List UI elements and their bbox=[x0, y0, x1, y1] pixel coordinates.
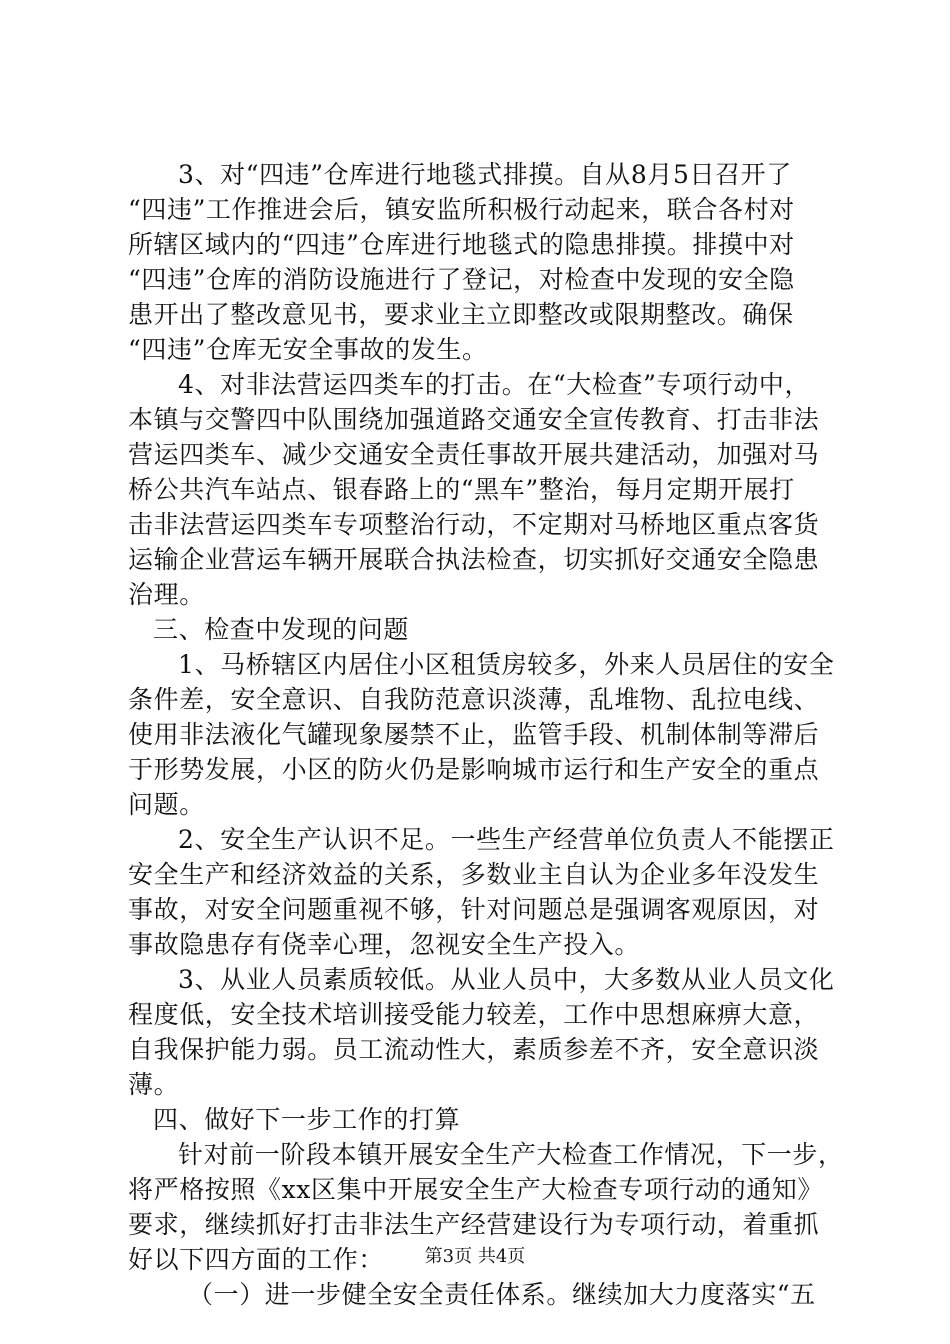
text-line: 于形势发展，小区的防火仍是影响城市运行和生产安全的重点 bbox=[128, 755, 820, 784]
body-paragraph bbox=[128, 157, 828, 367]
text-line: 运输企业营运车辆开展联合执法检查，切实抓好交通安全隐患 bbox=[128, 545, 820, 574]
section-heading bbox=[128, 612, 828, 647]
text-line: 3、对“四违”仓库进行地毯式排摸。自从8月5日召开了 bbox=[178, 160, 792, 189]
text-line: 四、做好下一步工作的打算 bbox=[153, 1105, 461, 1134]
text-line: 针对前一阶段本镇开展安全生产大检查工作情况，下一步， bbox=[178, 1140, 844, 1169]
text-line: 4、对非法营运四类车的打击。在“大检查”专项行动中， bbox=[178, 370, 811, 399]
page-footer bbox=[0, 1245, 950, 1269]
text-line: 桥公共汽车站点、银春路上的“黑车”整治，每月定期开展打 bbox=[128, 475, 795, 504]
document-body bbox=[128, 157, 844, 1312]
text-line: 营运四类车、减少交通安全责任事故开展共建活动，加强对马 bbox=[128, 440, 820, 469]
page-number-label: 第3页 共4页 bbox=[424, 1246, 526, 1267]
text-line: 条件差，安全意识、自我防范意识淡薄，乱堆物、乱拉电线、 bbox=[128, 685, 820, 714]
text-line: 安全生产和经济效益的关系，多数业主自认为企业多年没发生 bbox=[128, 860, 820, 889]
text-line: 2、安全生产认识不足。一些生产经营单位负责人不能摆正 bbox=[178, 825, 835, 854]
body-paragraph bbox=[128, 822, 835, 962]
text-line: 程度低，安全技术培训接受能力较差，工作中思想麻痹大意， bbox=[128, 1000, 820, 1029]
text-line: 所辖区域内的“四违”仓库进行地毯式的隐患排摸。排摸中对 bbox=[128, 230, 795, 259]
text-line: “四违”工作推进会后，镇安监所积极行动起来，联合各村对 bbox=[128, 195, 795, 224]
text-line: （一）进一步健全安全责任体系。继续加大力度落实“五 bbox=[188, 1280, 816, 1309]
text-line: 患开出了整改意见书，要求业主立即整改或限期整改。确保 bbox=[128, 300, 794, 329]
text-line: “四违”仓库的消防设施进行了登记，对检查中发现的安全隐 bbox=[128, 265, 795, 294]
text-line: 治理。 bbox=[128, 580, 205, 609]
body-paragraph bbox=[128, 367, 828, 612]
text-line: 薄。 bbox=[128, 1070, 180, 1099]
text-line: “四违”仓库无安全事故的发生。 bbox=[128, 335, 488, 364]
body-paragraph bbox=[128, 962, 835, 1102]
text-line: 1、马桥辖区内居住小区租赁房较多，外来人员居住的安全 bbox=[178, 650, 835, 679]
text-line: 本镇与交警四中队围绕加强道路交通安全宣传教育、打击非法 bbox=[128, 405, 820, 434]
subsection-paragraph bbox=[128, 1277, 828, 1312]
text-line: 自我保护能力弱。员工流动性大，素质参差不齐，安全意识淡 bbox=[128, 1035, 820, 1064]
text-line: 使用非法液化气罐现象屡禁不止，监管手段、机制体制等滞后 bbox=[128, 720, 820, 749]
text-line: 好以下四方面的工作： bbox=[128, 1245, 385, 1274]
text-line: 3、从业人员素质较低。从业人员中，大多数从业人员文化 bbox=[178, 965, 835, 994]
text-line: 事故，对安全问题重视不够，针对问题总是强调客观原因，对 bbox=[128, 895, 820, 924]
body-paragraph bbox=[128, 647, 835, 822]
text-line: 三、检查中发现的问题 bbox=[153, 615, 410, 644]
text-line: 要求，继续抓好打击非法生产经营建设行为专项行动，着重抓 bbox=[128, 1210, 820, 1239]
section-heading bbox=[128, 1102, 828, 1137]
text-line: 事故隐患存有侥幸心理，忽视安全生产投入。 bbox=[128, 930, 641, 959]
text-line: 击非法营运四类车专项整治行动，不定期对马桥地区重点客货 bbox=[128, 510, 820, 539]
text-line: 将严格按照《xx区集中开展安全生产大检查专项行动的通知》 bbox=[128, 1175, 824, 1204]
text-line: 问题。 bbox=[128, 790, 205, 819]
